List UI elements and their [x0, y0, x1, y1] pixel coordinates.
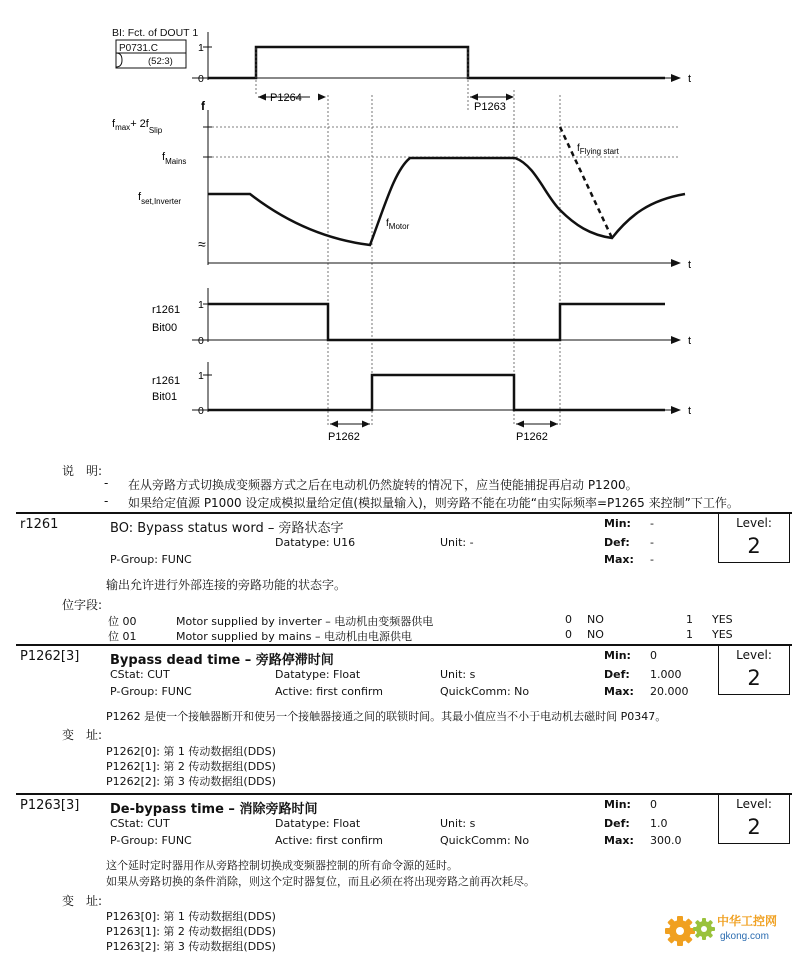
- bit01-zero: 0: [198, 405, 204, 417]
- p1262-label-b: P1262: [516, 431, 548, 443]
- param-id: P1263[3]: [20, 798, 80, 813]
- param-unit: Unit: s: [440, 668, 476, 681]
- bit-value-one: 1: [686, 613, 693, 626]
- bit-index: 位 01: [108, 630, 137, 643]
- fset-label: $f_{set,Inverter}$: [138, 191, 182, 206]
- def-value: 1.000: [650, 668, 682, 681]
- t-axis-label-2: t: [688, 259, 692, 271]
- f-axis-label: f: [201, 99, 205, 113]
- bit-description: Motor supplied by inverter – 电动机由变频器供电: [176, 615, 434, 628]
- param-active: Active: first confirm: [275, 685, 383, 698]
- note-dash: -: [104, 494, 109, 508]
- param-cstat: CStat: CUT: [110, 817, 170, 830]
- min-value: 0: [650, 649, 657, 662]
- frequency-curve: [208, 158, 685, 245]
- bit01-one: 1: [198, 370, 204, 382]
- param-pgroup: P-Group: FUNC: [110, 685, 192, 698]
- level-zero-label: 0: [198, 73, 204, 85]
- param-datatype: Datatype: Float: [275, 668, 361, 681]
- t-axis-label: t: [688, 73, 692, 85]
- bit01-label: Bit01: [152, 391, 178, 403]
- notes-label: 说 明:: [62, 464, 103, 478]
- section-divider: [16, 512, 792, 514]
- min-label: Min:: [604, 517, 631, 530]
- bit-value-zero: 0: [565, 613, 572, 626]
- axis-break-icon: ≈: [198, 236, 206, 252]
- min-label: Min:: [604, 798, 631, 811]
- param-pgroup: P-Group: FUNC: [110, 834, 192, 847]
- param-unit: Unit: s: [440, 817, 476, 830]
- max-value: 300.0: [650, 834, 682, 847]
- fmains-label: $f_{Mains}$: [162, 151, 187, 166]
- bypass-timing-diagram: [0, 0, 800, 450]
- level-one-label: 1: [198, 42, 204, 54]
- r1261-bit00-title: r1261: [152, 304, 181, 316]
- level-value: 2: [747, 534, 761, 558]
- dout-title: BI: Fct. of DOUT 1: [112, 27, 199, 39]
- bit-value-zero: 0: [565, 628, 572, 641]
- param-id: r1261: [20, 517, 59, 532]
- param-active: Active: first confirm: [275, 834, 383, 847]
- index-item: P1262[2]: 第 3 传动数据组(DDS): [106, 775, 276, 788]
- section-divider: [16, 644, 792, 646]
- fmax-label: $f_{max}+ 2f_{Slip}$: [112, 118, 163, 135]
- bit00-one: 1: [198, 299, 204, 311]
- def-label: Def:: [604, 536, 630, 549]
- section-divider: [16, 793, 792, 795]
- p1262-label-a: P1262: [328, 431, 360, 443]
- t-axis-label-3: t: [688, 335, 692, 347]
- level-label: Level:: [736, 648, 772, 662]
- bit00-zero: 0: [198, 335, 204, 347]
- max-label: Max:: [604, 834, 634, 847]
- def-value: -: [650, 536, 654, 549]
- note-item-2: 如果给定值源 P1000 设定成模拟量给定值(模拟量输入)，则旁路不能在功能“由实际频率=P1265 来控制”下工作。: [128, 496, 739, 510]
- max-value: -: [650, 553, 654, 566]
- level-box: [718, 645, 790, 695]
- watermark-url: gkong.com: [720, 931, 769, 942]
- param-unit: Unit: -: [440, 536, 474, 549]
- t-axis-label-4: t: [688, 405, 692, 417]
- index-item: P1263[0]: 第 1 传动数据组(DDS): [106, 910, 276, 923]
- dout-param: P0731.C: [119, 43, 158, 54]
- level-box: [718, 513, 790, 563]
- index-item: P1263[1]: 第 2 传动数据组(DDS): [106, 925, 276, 938]
- fmotor-label: $f_{Motor}$: [386, 218, 410, 231]
- min-value: -: [650, 517, 654, 530]
- index-item: P1262[1]: 第 2 传动数据组(DDS): [106, 760, 276, 773]
- level-label: Level:: [736, 797, 772, 811]
- max-value: 20.000: [650, 685, 689, 698]
- r1261-bit01-title: r1261: [152, 375, 181, 387]
- index-label: 变 址:: [62, 894, 103, 908]
- note-item-1: 在从旁路方式切换成变频器方式之后在电动机仍然旋转的情况下，应当使能捕捉再启动 P1200。: [128, 478, 638, 492]
- param-title: BO: Bypass status word – 旁路状态字: [110, 521, 344, 536]
- bit00-label: Bit00: [152, 322, 178, 334]
- max-label: Max:: [604, 685, 634, 698]
- index-item: P1262[0]: 第 1 传动数据组(DDS): [106, 745, 276, 758]
- index-label: 变 址:: [62, 728, 103, 742]
- bit-description: Motor supplied by mains – 电动机由电源供电: [176, 630, 413, 643]
- p1263-label: P1263: [474, 101, 506, 113]
- fflying-label: $f_{Flying start}$: [577, 143, 619, 156]
- level-box: [718, 794, 790, 844]
- param-datatype: Datatype: Float: [275, 817, 361, 830]
- param-id: P1262[3]: [20, 649, 80, 664]
- bit-no: NO: [587, 628, 604, 641]
- gkong-watermark-logo: [662, 903, 792, 953]
- param-cstat: CStat: CUT: [110, 668, 170, 681]
- param-pgroup: P-Group: FUNC: [110, 553, 192, 566]
- bit-index: 位 00: [108, 615, 137, 628]
- level-label: Level:: [736, 516, 772, 530]
- bit-yes: YES: [712, 628, 733, 641]
- bit-yes: YES: [712, 613, 733, 626]
- gear-icon: [662, 903, 792, 953]
- param-description: 如果从旁路切换的条件消除，则这个定时器复位，而且必须在将出现旁路之前再次耗尽。: [106, 875, 535, 888]
- param-title: De-bypass time – 消除旁路时间: [110, 802, 318, 817]
- flying-start-curve: [560, 127, 612, 238]
- param-description: 输出允许进行外部连接的旁路功能的状态字。: [106, 578, 347, 592]
- param-title: Bypass dead time – 旁路停滞时间: [110, 653, 334, 668]
- param-description: P1262 是使一个接触器断开和使另一个接触器接通之间的联锁时间。其最小值应当不小于电动机去磁时间 P0347。: [106, 710, 667, 723]
- param-quickcomm: QuickComm: No: [440, 834, 530, 847]
- level-value: 2: [747, 815, 761, 839]
- def-value: 1.0: [650, 817, 668, 830]
- watermark-cn: 中华工控网: [717, 914, 778, 928]
- bit-no: NO: [587, 613, 604, 626]
- param-description: 这个延时定时器用作从旁路控制切换成变频器控制的所有命令源的延时。: [106, 859, 458, 872]
- def-label: Def:: [604, 668, 630, 681]
- bit-value-one: 1: [686, 628, 693, 641]
- level-value: 2: [747, 666, 761, 690]
- p1264-label: P1264: [270, 92, 302, 104]
- min-label: Min:: [604, 649, 631, 662]
- min-value: 0: [650, 798, 657, 811]
- param-quickcomm: QuickComm: No: [440, 685, 530, 698]
- note-dash: -: [104, 476, 109, 490]
- def-label: Def:: [604, 817, 630, 830]
- dout-value: (52:3): [148, 56, 173, 67]
- index-item: P1263[2]: 第 3 传动数据组(DDS): [106, 940, 276, 953]
- param-datatype: Datatype: U16: [275, 536, 356, 549]
- bits-label: 位字段:: [62, 598, 103, 612]
- max-label: Max:: [604, 553, 634, 566]
